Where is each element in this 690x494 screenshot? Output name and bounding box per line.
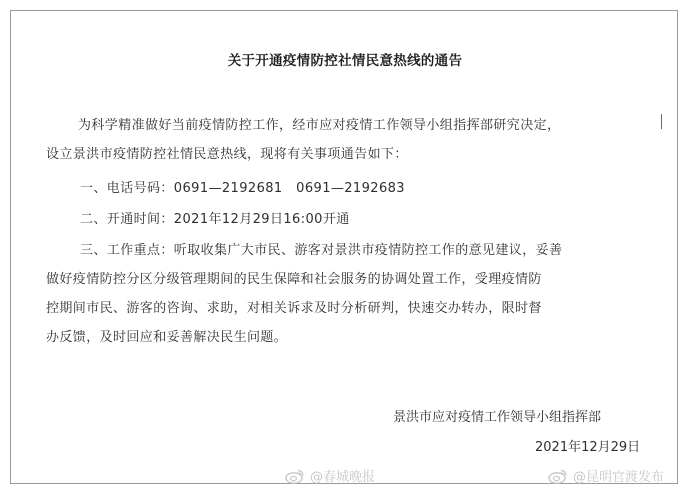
watermark-right xyxy=(548,466,664,485)
issuer-signature: 景洪市应对疫情工作领导小组指挥部 xyxy=(393,410,602,425)
watermark-left xyxy=(285,466,375,485)
intro-line-1: 为科学精准做好当前疫情防控工作，经市应对疫情工作领导小组指挥部研究决定， xyxy=(78,118,561,133)
notice-title: 关于开通疫情防控社情民意热线的通告 xyxy=(227,53,463,69)
item-focus-line-2: 做好疫情防控分区分级管理期间的民生保障和社会服务的协调处置工作，受理疫情防 xyxy=(46,272,542,287)
intro-line-2: 设立景洪市疫情防控社情民意热线，现将有关事项通告如下： xyxy=(46,147,408,162)
weibo-icon xyxy=(548,468,568,484)
issue-date: 2021年12月29日 xyxy=(535,440,641,455)
item-focus-line-1: 三、工作重点：听取收集广大市民、游客对景洪市疫情防控工作的意见建议，妥善 xyxy=(80,243,563,258)
item-opening-time: 二、开通时间：2021年12月29日16:00开通 xyxy=(80,212,350,227)
text-cursor-mark xyxy=(661,114,662,129)
weibo-icon xyxy=(285,468,305,484)
watermark-left-text: @春城晚报 xyxy=(310,470,376,485)
watermark-right-text: @昆明官渡发布 xyxy=(573,470,665,485)
item-focus-line-4: 办反馈，及时回应和妥善解决民生问题。 xyxy=(46,330,288,345)
item-focus-line-3: 控期间市民、游客的咨询、求助，对相关诉求及时分析研判，快速交办转办，限时督 xyxy=(46,301,542,316)
item-phone-numbers: 一、电话号码：0691—2192681 0691—2192683 xyxy=(80,181,405,196)
